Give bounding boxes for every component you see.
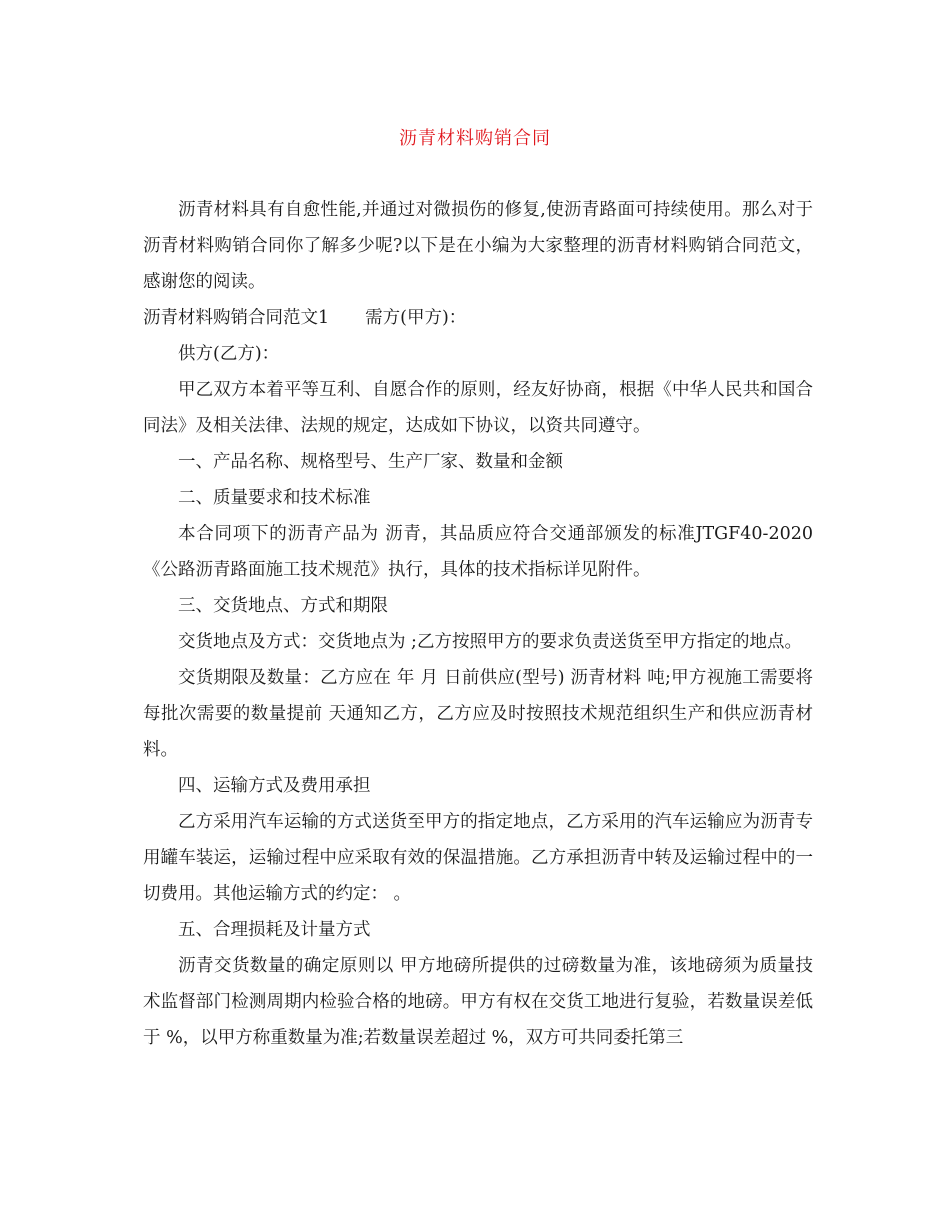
party-a-label: 需方(甲方)： [365,308,467,328]
document-body [143,192,813,1056]
sample-heading: 沥青材料购销合同范文1 [143,308,330,328]
delivery-period-paragraph: 交货期限及数量：乙方应在 年 月 日前供应(型号) 沥青材料 吨;甲方视施工需要将每批次需要的数量提前 天通知乙方，乙方应及时按照技术规范组织生产和供应沥青材料。 [143,668,813,760]
document-title: 沥青材料购销合同 [399,128,551,149]
party-b-label: 供方(乙方)： [178,344,280,364]
section-4-paragraph: 乙方采用汽车运输的方式送货至甲方的指定地点，乙方采用的汽车运输应为沥青专用罐车装运，运输过程中应采取有效的保温措施。乙方承担沥青中转及运输过程中的一切费用。其他运输方式的约定： 。 [143,812,813,904]
intro-paragraph: 沥青材料具有自愈性能,并通过对微损伤的修复,使沥青路面可持续使用。那么对于沥青材料购销合同你了解多少呢?以下是在小编为大家整理的沥青材料购销合同范文，感谢您的阅读。 [143,200,813,292]
sample-heading-line [143,300,813,336]
section-heading-5: 五、合理损耗及计量方式 [178,920,371,940]
section-heading-3: 三、交货地点、方式和期限 [178,596,388,616]
section-heading-1: 一、产品名称、规格型号、生产厂家、数量和金额 [178,452,563,472]
delivery-place-paragraph: 交货地点及方式：交货地点为 ;乙方按照甲方的要求负责送货至甲方指定的地点。 [178,632,802,652]
preamble-paragraph: 甲乙双方本着平等互利、自愿合作的原则，经友好协商，根据《中华人民共和国合同法》及相关法律、法规的规定，达成如下协议，以资共同遵守。 [143,380,813,436]
section-2-paragraph: 本合同项下的沥青产品为 沥青，其品质应符合交通部颁发的标准JTGF40-2020《公路沥青路面施工技术规范》执行，具体的技术指标详见附件。 [143,524,813,580]
section-heading-2: 二、质量要求和技术标准 [178,488,371,508]
section-5-paragraph: 沥青交货数量的确定原则以 甲方地磅所提供的过磅数量为准，该地磅须为质量技术监督部门检测周期内检验合格的地磅。甲方有权在交货工地进行复验，若数量误差低于 %，以甲方称重数量为准;若数量误差超过 %，双方可共同委托第三 [143,956,813,1048]
section-heading-4: 四、运输方式及费用承担 [178,776,371,796]
